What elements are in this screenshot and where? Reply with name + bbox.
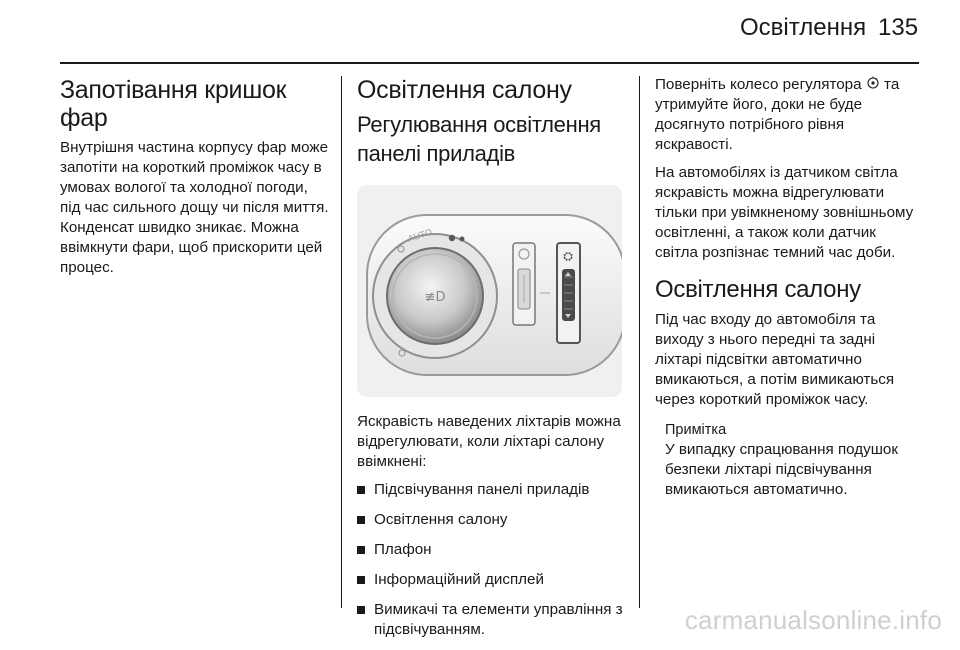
headlight-position-icon: [449, 235, 455, 241]
bullet-square-icon: [357, 606, 365, 614]
dimmer-icon: [866, 76, 880, 90]
section-heading-headlight-fogging: Запотівання кришок фар: [60, 76, 287, 132]
note-body: У випадку спрацювання подушок безпеки ліхтарі підсвічування вмикаються автоматично.: [665, 441, 899, 498]
note-title: Примітка: [665, 422, 727, 438]
subheading-instrument-panel-illumination: Регулювання освітлення панелі приладів: [357, 112, 601, 166]
auto-label: AUTO: [406, 226, 434, 244]
dimmer-symbol: ⛭: [563, 249, 573, 263]
list-item: Плафон: [357, 540, 627, 560]
section-heading-interior-lighting-2: Освітлення салону: [655, 276, 861, 303]
header-rule: [60, 62, 919, 64]
light-switch-drawing: [357, 185, 622, 397]
bullet-square-icon: [357, 576, 365, 584]
note-box: [655, 420, 920, 500]
light-switch-illustration: [357, 185, 622, 397]
light-sensor-text: На автомобілях із датчиком світла яскравість можна відрегулювати тільки при увімкненому зовнішньому освітленні, а також коли датчик світла розпізнає темний час доби.: [655, 164, 914, 261]
list-item: Освітлення салону: [357, 510, 627, 530]
list-item: Вимикачі та елементи управління з підсвічуванням.: [357, 600, 627, 640]
bullet-square-icon: [357, 516, 365, 524]
bullet-square-icon: [357, 486, 365, 494]
adjustable-lights-list: [357, 480, 627, 640]
watermark: carmanualsonline.info: [684, 605, 942, 635]
entry-lighting-text: Під час входу до автомобіля та виходу з нього передні та задні ліхтарі підсвітки автоматично вмикаються, а потім вимикаються через короткий проміжок часу.: [655, 311, 895, 408]
section-heading-interior-lighting: Освітлення салону: [357, 76, 572, 104]
column-1: [60, 76, 332, 278]
list-item: Інформаційний дисплей: [357, 570, 627, 590]
headlight-fogging-text: Внутрішня частина корпусу фар може запотіти на короткий проміжок часу в умовах вологої та холодної погоди, під час сильного дощу чи після миття. Конденсат швидко зникає. Можна ввімкнути фари, щоб прискорити цей процес.: [60, 139, 329, 276]
fog-light-symbol: ≢D: [424, 290, 446, 305]
dimmer-instruction-text: Поверніть колесо регулятора та утримуйте його, доки не буде досягнуто потрібного рівня яскравості.: [655, 76, 900, 153]
column-2: [357, 76, 627, 650]
column-divider-1: [341, 76, 342, 608]
bullet-square-icon: [357, 546, 365, 554]
page-header-title: Освітлення: [740, 14, 867, 41]
page-number: 135: [878, 14, 919, 41]
column-divider-2: [639, 76, 640, 608]
column-3: [655, 76, 920, 500]
figure-caption: Яскравість наведених ліхтарів можна відрегулювати, коли ліхтарі салону ввімкнені:: [357, 413, 621, 470]
list-item: Підсвічування панелі приладів: [357, 480, 627, 500]
